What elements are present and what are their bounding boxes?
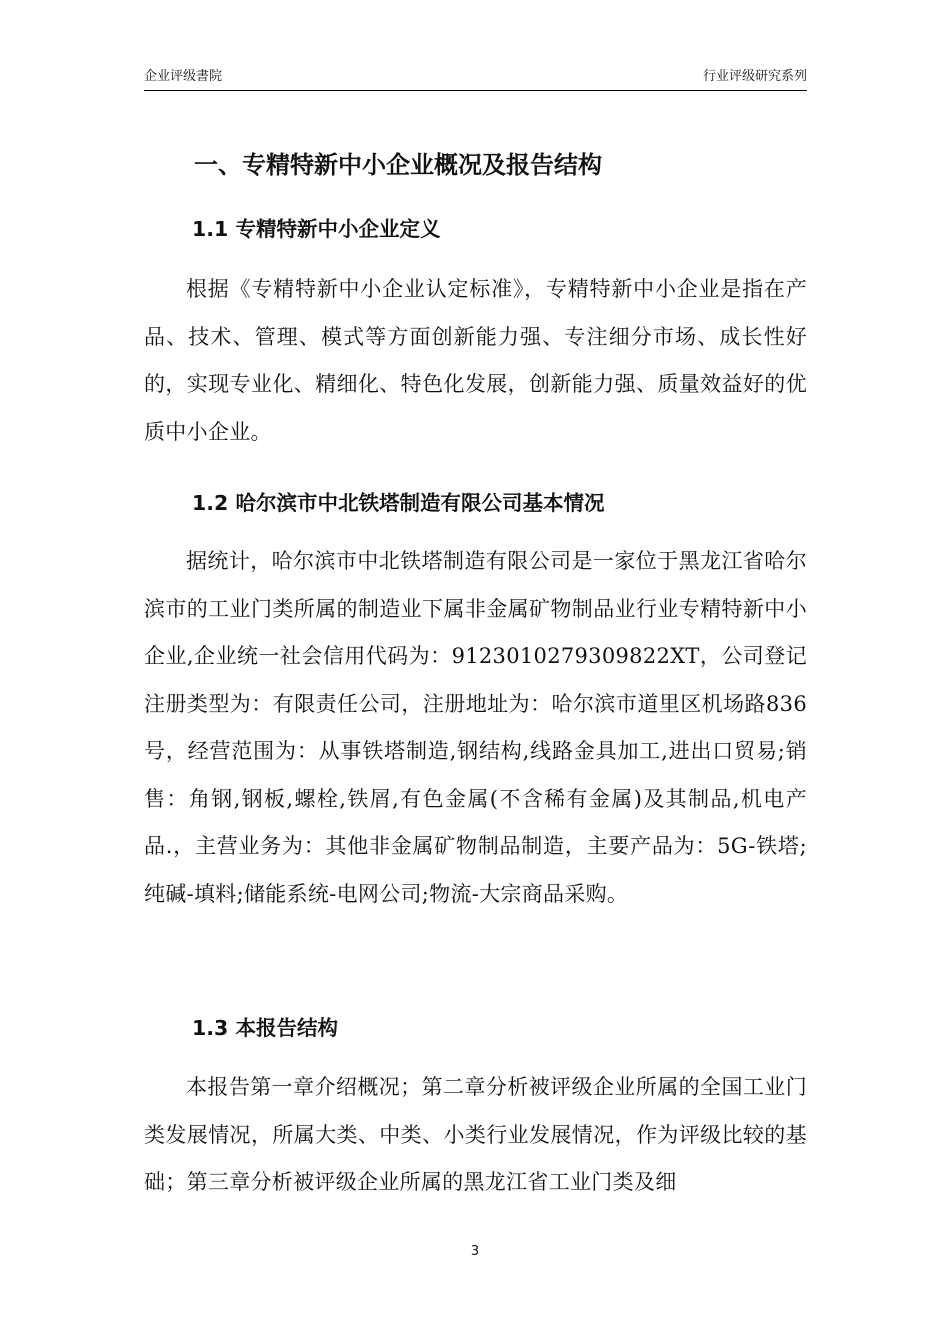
header-left-text: 企业评级書院	[144, 69, 223, 84]
page-header	[144, 66, 807, 91]
chapter-title: 一、专精特新中小企业概况及报告结构	[194, 151, 602, 179]
page-number: 3	[470, 1244, 480, 1259]
section-heading-1-1: 1.1 专精特新中小企业定义	[192, 217, 441, 241]
section-heading-1-2: 1.2 哈尔滨市中北铁塔制造有限公司基本情况	[192, 491, 605, 515]
section-paragraph-1-2: 据统计，哈尔滨市中北铁塔制造有限公司是一家位于黑龙江省哈尔滨市的工业门类所属的制造业下属非金属矿物制品业行业专精特新中小企业,企业统一社会信用代码为：9123010279309822XT，公司登记注册类型为：有限责任公司，注册地址为：哈尔滨市道里区机场路836号，经营范围为：从事铁塔制造,钢结构,线路金具加工,进出口贸易;销售：角钢,钢板,螺栓,铁屑,有色金属(不含稀有金属)及其制品,机电产品.，主营业务为：其他非金属矿物制品制造，主要产品为：5G-铁塔;纯碱-填料;储能系统-电网公司;物流-大宗商品采购。	[144, 549, 807, 906]
section-paragraph-1-1: 根据《专精特新中小企业认定标准》，专精特新中小企业是指在产品、技术、管理、模式等方面创新能力强、专注细分市场、成长性好的，实现专业化、精细化、特色化发展，创新能力强、质量效益好的优质中小企业。	[144, 277, 807, 444]
section-paragraph-1-3: 本报告第一章介绍概况；第二章分析被评级企业所属的全国工业门类发展情况，所属大类、中类、小类行业发展情况，作为评级比较的基础；第三章分析被评级企业所属的黑龙江省工业门类及细	[144, 1075, 807, 1194]
section-heading-1-3: 1.3 本报告结构	[192, 1016, 338, 1040]
header-right-text: 行业评级研究系列	[702, 69, 807, 84]
